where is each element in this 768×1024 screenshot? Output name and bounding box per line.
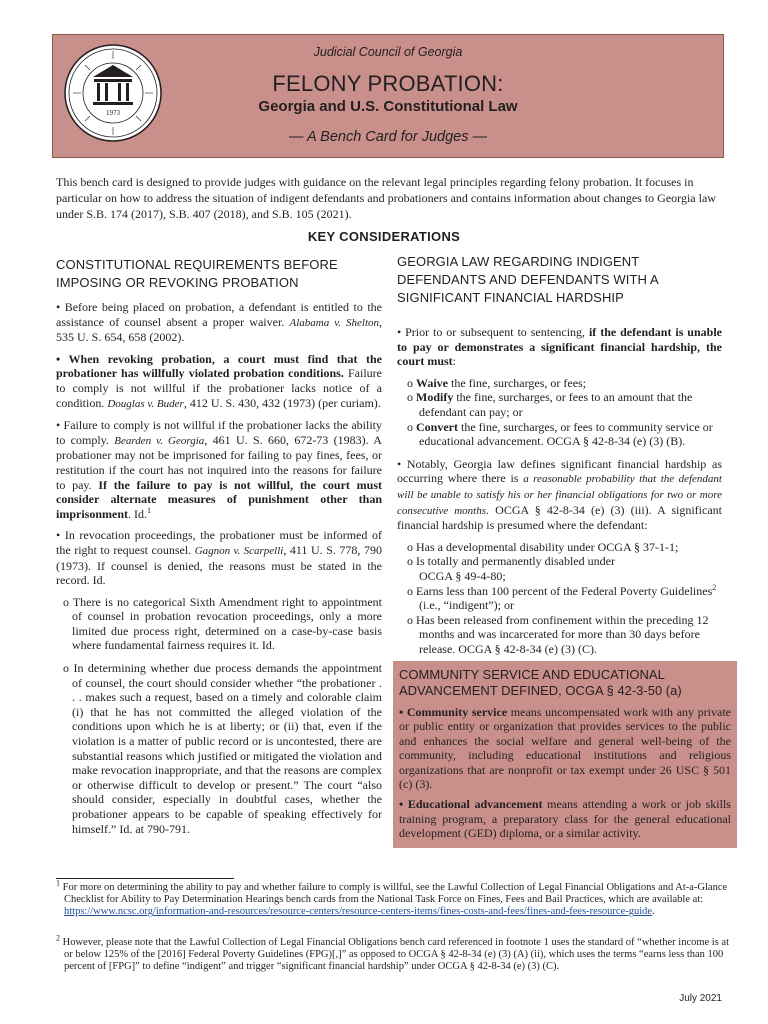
header-banner: [52, 34, 724, 158]
list-item: o Modify the fine, surcharges, or fees to an amount that the: [407, 390, 693, 405]
resource-guide-link[interactable]: https://www.ncsc.org/information-and-resources/resource-centers/resource-centers-items/fines-costs-and-fees/fines-and-fees-resource-guide: [64, 906, 653, 918]
footnote-2: $^2$ However, please note that the Lawful Collection of Legal Financial Obligations bench card referenced in footnote 1 uses the standard of “whether income is at or below 125% of the [2016] Federal Poverty Guidelines (FPG)[,]” as opposed to OCGA § 42-8-34 (e) (3) (A) (ii), which uses the terms “earns less than 100 percent of [FPG]” to define “indigent” and trigger “significant financial hardship” under OCGA § 42-8-34 (e) (3) (C).: [56, 933, 730, 973]
list-item: o Waive the fine, surcharges, or fees;: [407, 375, 587, 390]
list-item: o Earns less than 100 percent of the Federal Poverty Guidelines$^2$: [407, 582, 717, 598]
intro-paragraph: This bench card is designed to provide judges with guidance on the relevant legal principles regarding felony probation. It focuses in particular on how to address the situation of indigent defendants and probationers and contains information about changes to Georgia law under S.B. 174 (2017), S.B. 407 (2018), and S.B. 105 (2021).: [56, 175, 716, 221]
court-options-list: o Waive the fine, surcharges, or fees; o Modify the fine, surcharges, or fees to an amount that the defendant can pay; or o Convert the fine, surcharges, or fees to community service or educational advancement. OCGA § 42-8-34 (e) (3) (B).: [397, 376, 722, 449]
left-subpoint-2: o In determining whether due process demands the appointment of counsel, the court should consider whether “the probationer . . . makes such a request, based on a timely and colorable claim (i) that he has not committed the alleged violation of the conditions upon which he is at liberty; or (ii) that, even if the violation is a matter of public record or is uncontested, there are substantial reasons which justified or mitigated the violation and make revocation inappropriate, and that the reasons are complex or otherwise difficult to develop or present.” The court “also should consider, especially in doubtful cases, whether the probationer appears to be capable of speaking effectively for himself.” Id. at 790-791.: [63, 661, 382, 836]
georgia-law-heading: GEORGIA LAW REGARDING INDIGENT DEFENDANTS AND DEFENDANTS WITH A SIGNIFICANT FINANCIAL HARDSHIP: [397, 254, 659, 305]
footnote-ref-2: 2: [712, 582, 717, 592]
footnote-divider: [56, 878, 234, 879]
list-item: o Convert the fine, surcharges, or fees to community service or: [407, 419, 713, 434]
org-name: Judicial Council of Georgia: [313, 45, 463, 59]
educational-advancement-definition: • Educational advancement means attending a work or job skills training program, a preparatory class for the general educational development (GED) diploma, or a similar activity.: [399, 797, 731, 841]
right-paragraph-2: • Notably, Georgia law defines significant financial hardship as occurring where there is a reasonable probability that the defendant will be unable to satisfy his or her financial obligations for two or more consecutive months. OCGA § 42-8-34 (e) (3) (iii). A significant financial hardship is presumed where the defendant:: [397, 456, 722, 533]
left-column: [56, 256, 382, 844]
list-item: o Has been released from confinement within the preceding 12: [407, 612, 709, 627]
key-considerations-heading: KEY CONSIDERATIONS: [307, 229, 461, 244]
left-paragraph-1: • Before being placed on probation, a defendant is entitled to the assistance of counsel absent a proper waiver. Alabama v. Shelton, 535 U. S. 654, 658 (2002).: [56, 300, 383, 345]
hardship-conditions-list: o Has a developmental disability under OCGA § 37-1-1; o Is totally and permanently disabled under OCGA § 49-4-80; o Earns less than 100 percent of the Federal Poverty Guidelines$^2$ (i.e., “indigent”); or o Has been released from confinement within the preceding 12 months and was incarcerated for more than 30 days before release. OCGA § 42-8-34 (e) (3) (C).: [397, 540, 722, 657]
right-column: [397, 253, 722, 664]
page-title: FELONY PROBATION:: [272, 71, 504, 96]
list-item: o Has a developmental disability under OCGA § 37-1-1;: [407, 539, 679, 554]
constitutional-requirements-heading: CONSTITUTIONAL REQUIREMENTS BEFORE IMPOSING OR REVOKING PROBATION: [56, 257, 338, 290]
bench-card-label: — A Bench Card for Judges —: [289, 129, 487, 145]
community-service-box: [393, 661, 737, 848]
list-item: o Is totally and permanently disabled under: [407, 554, 615, 569]
right-paragraph-1: • Prior to or subsequent to sentencing, if the defendant is unable to pay or demonstrates a significant financial hardship, the court must:: [397, 325, 722, 369]
left-subpoint-1: o There is no categorical Sixth Amendment right to appointment of counsel in probation revocation proceedings, only a more limited due process right, determined on a case-by-case basis where fundamental fairness requires it. Id.: [63, 594, 382, 653]
community-service-heading: COMMUNITY SERVICE AND EDUCATIONAL ADVANCEMENT DEFINED, OCGA § 42-3-50 (a): [399, 667, 682, 698]
footnote-1: $^1$ For more on determining the ability to pay and whether failure to comply is willful, see the Lawful Collection of Legal Financial Obligations and At-a-Glance Checklist for Ability to Pay Determination Hearings bench cards from the National Task Force on Fines, Fees and Bail Practices, which are available at: https://www.ncsc.org/information-and-resources/resource-centers/resource-centers-items/fines-costs-and-fees/fines-and-fees-resource-guide.: [56, 878, 728, 918]
community-service-definition: • Community service means uncompensated work with any private or public entity or organization that provides services to the public and enhances the social welfare and general well-being of the community, including educational institutions and religious organizations that are nonprofit or tax exempt under 26 USC § 501 (c) (3).: [399, 705, 731, 792]
left-paragraph-4: • In revocation proceedings, the probationer must be informed of the right to request counsel. Gagnon v. Scarpelli, 411 U. S. 778, 790 (1973). If counsel is denied, the reasons must be stated in the record. Id.: [56, 528, 382, 588]
footnote-ref-1: 1: [147, 505, 151, 515]
seal-year: 1973: [106, 109, 120, 117]
publication-date: July 2021: [679, 993, 722, 1004]
left-paragraph-3: • Failure to comply is not willful if the probationer lacks the ability to comply. Bearden v. Georgia, 461 U. S. 660, 672-73 (1983). A probationer may not be imprisoned for failing to pay fines, fees, or restitution if the court has not inquired into the reasons for failure to pay. If the failure to pay is not willful, the court must consider alternate measures of punishment other than imprisonment. Id.$^1$: [56, 418, 382, 521]
left-paragraph-2: • When revoking probation, a court must find that the probationer has willfully violated probation conditions. Failure to comply is not willful if the probationer lacks notice of a condition. Douglas v. Buder, 412 U. S. 430, 432 (1973) (per curiam).: [56, 351, 382, 410]
page-subtitle: Georgia and U.S. Constitutional Law: [258, 98, 518, 115]
